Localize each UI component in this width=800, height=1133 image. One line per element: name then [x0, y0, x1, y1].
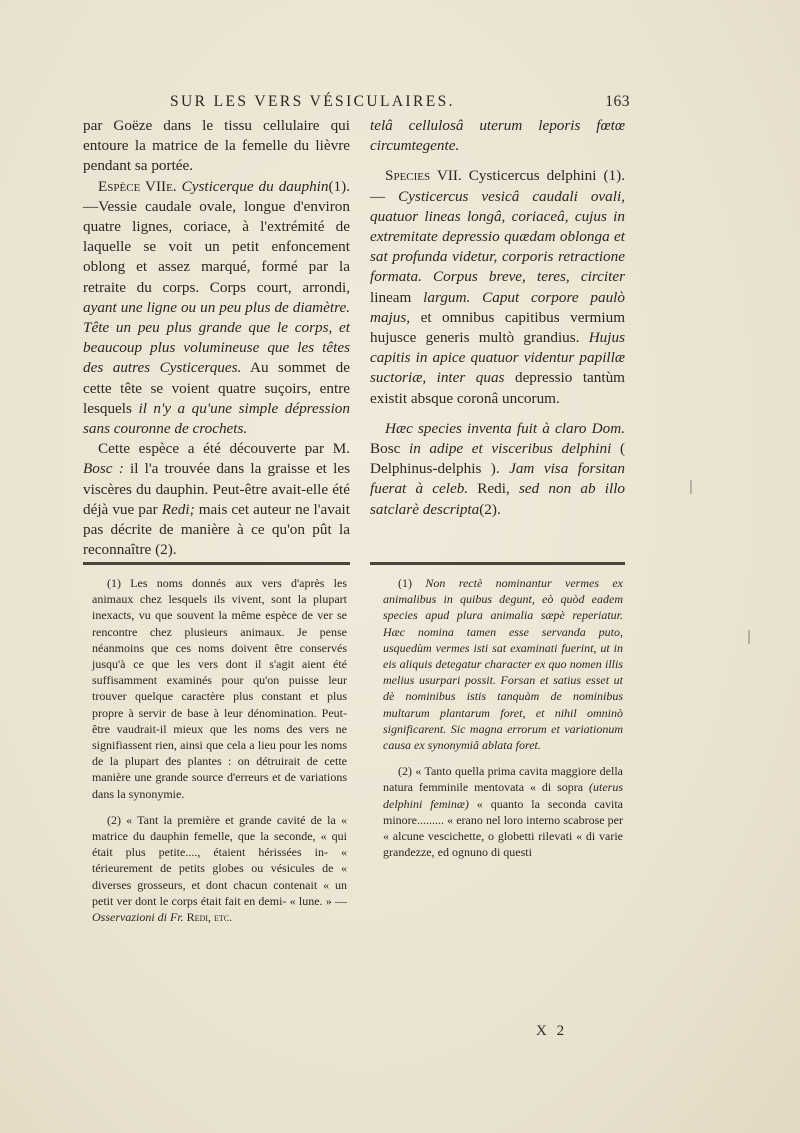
french-column — [83, 116, 350, 560]
french-paragraph-2: Espèce VIIe. Cysticerque du dauphin(1).—Vessie caudale ovale, longue d'environ quatre lignes, coriace, à l'extrémité de laquelle se voit un petit enfoncement oblong et assez marqué, formé par la retraite du corps. Corps court, arrondi, ayant une ligne ou un peu plus de diamètre. Tête un peu plus grande que le corps, et beaucoup plus volumineuse que les têtes des autres Cysticerques. Au sommet de cette tête se voient quatre suçoirs, entre lesquels il n'y a qu'une simple dépression sans couronne de crochets. — [83, 177, 350, 438]
footnote-divider-right — [370, 562, 625, 565]
french-paragraph-1: par Goëze dans le tissu cellulaire qui entoure la matrice de la femelle du lièvre pendant sa portée. — [83, 117, 350, 175]
french-paragraph-3: Cette espèce a été découverte par M. Bosc : il l'a trouvée dans la graisse et les viscères du dauphin. Peut-être avait-elle été déjà vue par Redi; mais cet auteur ne l'avait pas décrite de manière à ce qu'on pût la reconnaître (2). — [83, 440, 350, 559]
latin-paragraph-2: Species VII. Cysticercus delphini (1). — Cysticercus vesicâ caudali ovali, quatuor lineas longâ, coriaceâ, cujus in extremitate depressio quædam oblonga et sat profunda videtur, corporis retractione formata. Corpus breve, teres, circiter lineam largum. Caput corpore paulò majus, et omnibus capitibus vermium hujusce generis multò grandius. Hujus capitis in apice quatuor videntur papillæ suctoriæ, inter quas depressio tantùm existit absque coronâ uncorum. — [370, 167, 626, 407]
french-footnote-2: (2) « Tant la première et grande cavité de la « matrice du dauphin femelle, que la seconde, « qui était plus petite...., étaient hérissées in- « térieurement de petits globes ou vésicules de « diverses grosseurs, et dont chacun contenait « un petit ver dont le corps était fait en demi- « lune. » — Osservazioni di Fr. Redi, etc. — [92, 812, 347, 925]
french-footnotes — [92, 575, 347, 925]
italian-footnote-2: (2) « Tanto quella prima cavita maggiore della natura femminile mentovata « di sopra (uterus delphini feminæ) « quanto la seconda cavita minore......... « erano nel loro interno scabrose per « alcune vescichette, o globetti rilevati « di varie grandezze, ed ognuno di questi — [383, 764, 624, 860]
species-label-latin: Species VII. — [385, 167, 462, 185]
running-title: SUR LES VERS VÉSICULAIRES. — [170, 93, 455, 110]
footnote-divider-left — [83, 562, 350, 565]
latin-footnotes — [383, 575, 623, 860]
latin-footnote-1: (1) Non rectè nominantur vermes ex animalibus in quibus degunt, eò quòd eadem species apud plura animalia sæpè reperiatur. Hæc nomina tamen esse servanda puto, usquedùm vermes isti sat examinati fuerint, ut in eis aliquis detegatur character ex quo nomen illis melius usurpari possit. Forsan et satius esset ut dè nominibus istis tanquàm de nominibus multarum plantarum foret, et nihil omninò significarent. Sic magna errorum et variationum causa ex synonymiâ ablata foret. — [383, 576, 624, 753]
margin-mark — [690, 480, 692, 494]
species-label: Espèce VIIe. — [98, 177, 177, 195]
latin-paragraph-3: Hæc species inventa fuit à claro Dom. Bosc in adipe et visceribus delphini ( Delphinus-delphis ). Jam visa forsitan fuerat à celeb. Redi, sed non ab illo satclarè descripta(2). — [370, 419, 626, 518]
page-number: 163 — [605, 93, 630, 110]
latin-paragraph-1: telâ cellulosâ uterum leporis fœtœ circumtegente. — [370, 117, 625, 155]
signature-mark: X 2 — [536, 1023, 568, 1039]
french-footnote-1: (1) Les noms donnés aux vers d'après les animaux chez lesquels ils vivent, sont la plupart inexacts, vu que souvent la même espèce de ver se rencontre chez plusieurs animaux. Je pense néanmoins que ces noms doivent être conservés jusqu'à ce que les vers dont il s'agit aient été suffisamment examinés pour qu'on puisse leur trouver quelque caractère plus constant et plus propre à servir de base à leur dénomination. Peut-être vaudrait-il mieux que les noms des vers ne signifiassent rien, ainsi que cela a lieu pour les noms de la plupart des plantes : on détruirait de cette manière une grande source d'erreurs et de variations dans la synonymie. — [92, 576, 347, 801]
species-name: Cysticerque du dauphin — [181, 177, 329, 195]
running-header — [170, 93, 630, 111]
latin-column — [370, 116, 625, 520]
margin-mark — [748, 630, 750, 644]
